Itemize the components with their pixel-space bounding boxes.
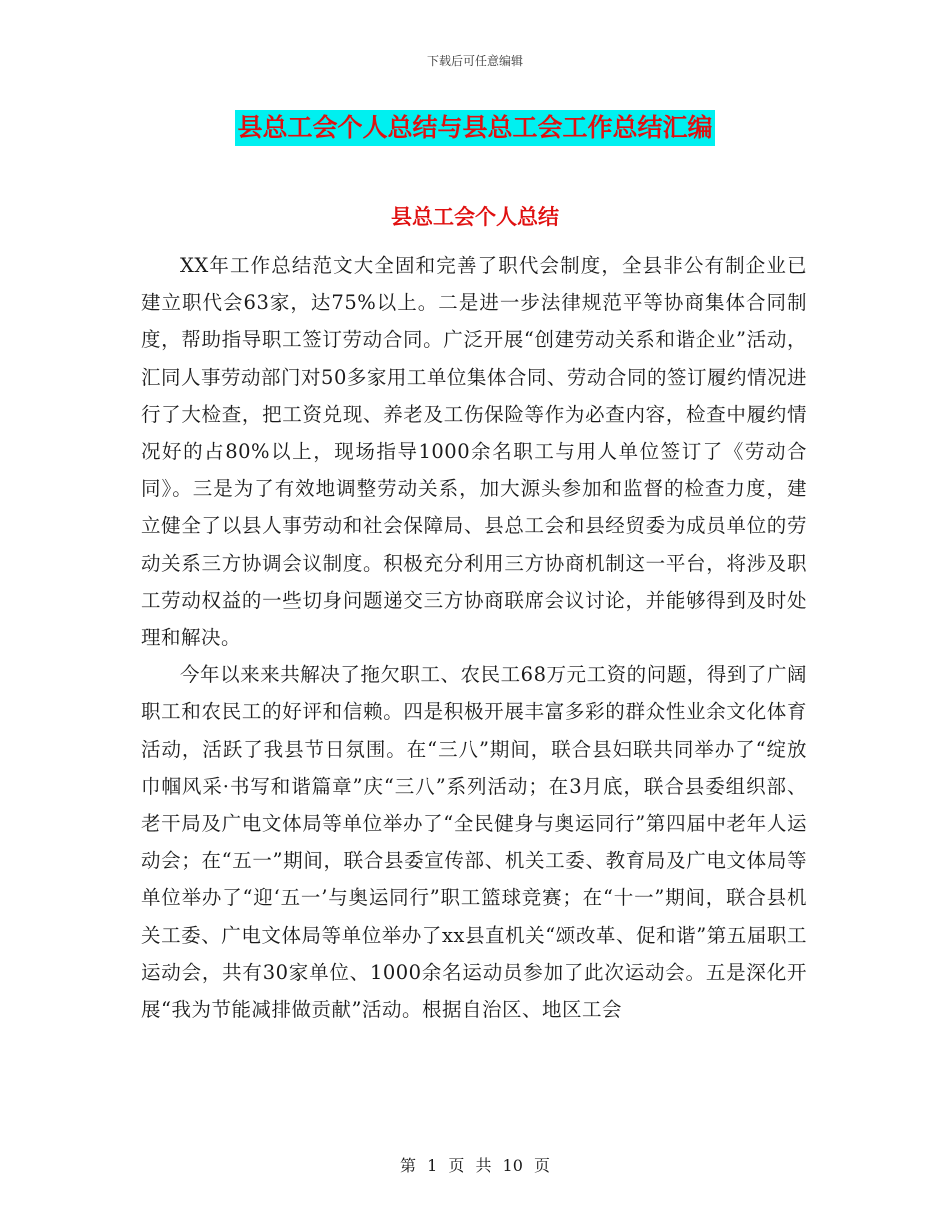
- title-container: [0, 110, 950, 146]
- document-body: [141, 247, 807, 1028]
- header-note: 下载后可任意编辑: [426, 54, 523, 68]
- document-title: 县总工会个人总结与县总工会工作总结汇编: [235, 110, 714, 146]
- body-paragraph: XX年工作总结范文大全固和完善了职代会制度，全县非公有制企业已建立职代会63家，达75%以上。二是进一步法律规范平等协商集体合同制度，帮助指导职工签订劳动合同。广泛开展“创建劳动关系和谐企业”活动，汇同人事劳动部门对50多家用工单位集体合同、劳动合同的签订履约情况进行了大检查，把工资兑现、养老及工伤保险等作为必查内容，检查中履约情况好的占80%以上，现场指导1000余名职工与用人单位签订了《劳动合同》。三是为了有效地调整劳动关系，加大源头参加和监督的检查力度，建立健全了以县人事劳动和社会保障局、县总工会和县经贸委为成员单位的劳动关系三方协调会议制度。积极充分利用三方协商机制这一平台，将涉及职工劳动权益的一些切身问题递交三方协商联席会议讨论，并能够得到及时处理和解决。: [141, 254, 807, 650]
- section-title: 县总工会个人总结: [391, 205, 559, 229]
- page-footer: 第 1 页 共 10 页: [400, 1156, 550, 1175]
- body-paragraph: 今年以来来共解决了拖欠职工、农民工68万元工资的问题，得到了广阔职工和农民工的好评和信赖。四是积极开展丰富多彩的群众性业余文化体育活动，活跃了我县节日氛围。在“三八”期间，联合县妇联共同举办了“绽放巾帼风采·书写和谐篇章”庆“三八”系列活动；在3月底，联合县委组织部、老干局及广电文体局等单位举办了“全民健身与奥运同行”第四届中老年人运动会；在“五一”期间，联合县委宣传部、机关工委、教育局及广电文体局等单位举办了“迎‘五一’与奥运同行”职工篮球竞赛；在“十一”期间，联合县机关工委、广电文体局等单位举办了xx县直机关“颂改革、促和谐”第五届职工运动会，共有30家单位、1000余名运动员参加了此次运动会。五是深化开展“我为节能减排做贡献”活动。根据自治区、地区工会: [141, 663, 807, 1022]
